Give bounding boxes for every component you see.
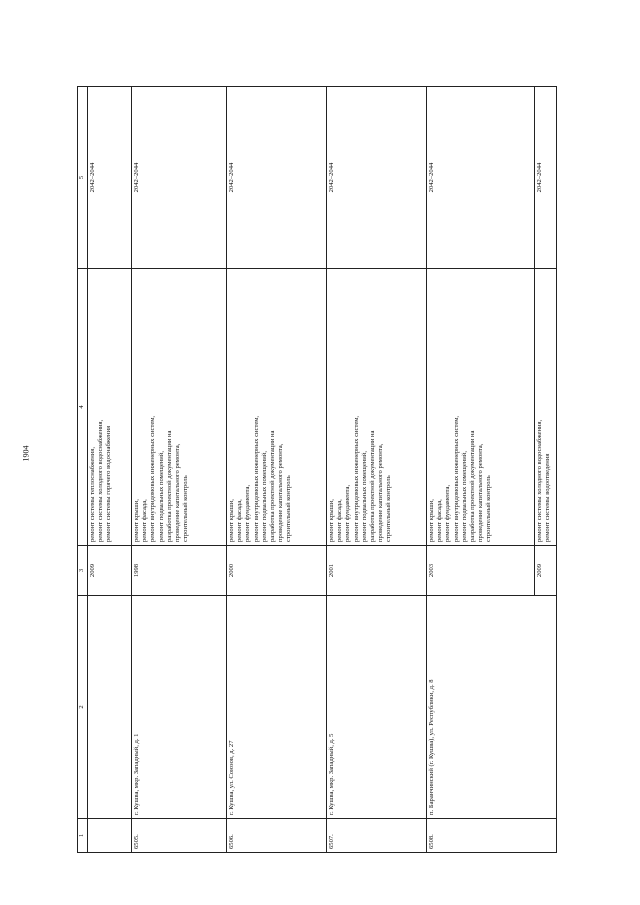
work-item: ремонт фасада, bbox=[236, 499, 244, 542]
work-item: проведение капитального ремонта, bbox=[477, 443, 485, 542]
row-year: 2009 bbox=[535, 546, 557, 596]
work-item: ремонт системы горячего водоснабжения bbox=[105, 425, 113, 542]
work-item: разработка проектной документации на bbox=[469, 430, 477, 542]
work-item: разработка проектной документации на bbox=[165, 430, 173, 542]
row-year: 2000 bbox=[227, 546, 327, 596]
work-item: проведение капитального ремонта, bbox=[174, 443, 182, 542]
row-address: п. Баранчинский (г. Кушва), ул. Республики, д. 8 bbox=[427, 596, 535, 819]
work-item: ремонт системы холодного водоснабжения, bbox=[97, 419, 105, 542]
work-item: ремонт крыши, bbox=[133, 499, 140, 542]
table-row bbox=[88, 87, 132, 853]
row-period: 2042–2044 bbox=[132, 87, 227, 269]
table-row bbox=[227, 87, 327, 853]
row-period: 2042–2044 bbox=[427, 87, 535, 269]
work-item: ремонт внутридомовых инженерных систем, bbox=[352, 415, 360, 542]
row-year: 2009 bbox=[88, 546, 132, 596]
header-col-4: 4 bbox=[78, 269, 88, 546]
row-address bbox=[88, 596, 132, 819]
table-row bbox=[427, 87, 535, 853]
work-item: разработка проектной документации на bbox=[369, 430, 377, 542]
work-item: ремонт фундамента, bbox=[444, 484, 452, 542]
row-works bbox=[227, 269, 327, 546]
work-item: ремонт фундамента, bbox=[344, 484, 352, 542]
row-number: 6507. bbox=[327, 819, 427, 853]
row-address: г. Кушва, ул. Союзов, д. 27 bbox=[227, 596, 327, 819]
work-item: ремонт внутридомовых инженерных систем, bbox=[452, 415, 460, 542]
work-item: строительный контроль bbox=[385, 475, 393, 542]
row-address: г. Кушва, мкр. Западный, д. 5 bbox=[327, 596, 427, 819]
row-works bbox=[88, 269, 132, 546]
row-period: 2042–2044 bbox=[535, 87, 557, 269]
work-item: ремонт подвальных помещений, bbox=[157, 451, 165, 542]
work-item: ремонт фасада, bbox=[336, 499, 344, 542]
work-item: ремонт системы холодного водоснабжения, bbox=[536, 419, 543, 542]
work-item: ремонт подвальных помещений, bbox=[260, 451, 268, 542]
row-number: 6506. bbox=[227, 819, 327, 853]
row-number: 6505. bbox=[132, 819, 227, 853]
work-item: ремонт фасада, bbox=[141, 499, 149, 542]
work-item: строительный контроль bbox=[485, 475, 493, 542]
works-table bbox=[77, 86, 557, 853]
work-item: ремонт крыши, bbox=[328, 499, 335, 542]
page-number: 1904 bbox=[21, 445, 31, 462]
row-year: 2003 bbox=[427, 546, 535, 596]
row-number: 6508. bbox=[427, 819, 535, 853]
header-col-3: 3 bbox=[78, 546, 88, 596]
work-item: проведение капитального ремонта, bbox=[277, 443, 285, 542]
header-row bbox=[78, 87, 88, 853]
row-number bbox=[535, 819, 557, 853]
table-wrapper bbox=[77, 87, 555, 853]
work-item: ремонт системы теплоснабжения, bbox=[89, 447, 96, 542]
row-address bbox=[535, 596, 557, 819]
work-item: ремонт подвальных помещений, bbox=[360, 451, 368, 542]
row-address: г. Кушва, мкр. Западный, д. 1 bbox=[132, 596, 227, 819]
header-col-5: 5 bbox=[78, 87, 88, 269]
table-row bbox=[132, 87, 227, 853]
work-item: ремонт внутридомовых инженерных систем, bbox=[252, 415, 260, 542]
work-item: ремонт фундамента, bbox=[244, 484, 252, 542]
work-item: ремонт крыши, bbox=[228, 499, 235, 542]
row-year: 1998 bbox=[132, 546, 227, 596]
table-row bbox=[327, 87, 427, 853]
row-period: 2042–2044 bbox=[327, 87, 427, 269]
row-period: 2042–2044 bbox=[227, 87, 327, 269]
row-works bbox=[535, 269, 557, 546]
work-item: разработка проектной документации на bbox=[269, 430, 277, 542]
work-item: ремонт подвальных помещений, bbox=[460, 451, 468, 542]
row-works bbox=[327, 269, 427, 546]
row-number bbox=[88, 819, 132, 853]
header-col-1: 1 bbox=[78, 819, 88, 853]
work-item: ремонт фасада, bbox=[436, 499, 444, 542]
work-item: ремонт внутридомовых инженерных систем, bbox=[149, 415, 157, 542]
row-year: 2001 bbox=[327, 546, 427, 596]
work-item: ремонт крыши, bbox=[428, 499, 435, 542]
work-item: проведение капитального ремонта, bbox=[377, 443, 385, 542]
work-item: строительный контроль bbox=[285, 475, 293, 542]
row-period: 2042–2044 bbox=[88, 87, 132, 269]
work-item: строительный контроль bbox=[182, 475, 190, 542]
work-item: ремонт системы водоотведения bbox=[544, 453, 552, 542]
row-works bbox=[132, 269, 227, 546]
table-row bbox=[535, 87, 557, 853]
header-col-2: 2 bbox=[78, 596, 88, 819]
row-works bbox=[427, 269, 535, 546]
